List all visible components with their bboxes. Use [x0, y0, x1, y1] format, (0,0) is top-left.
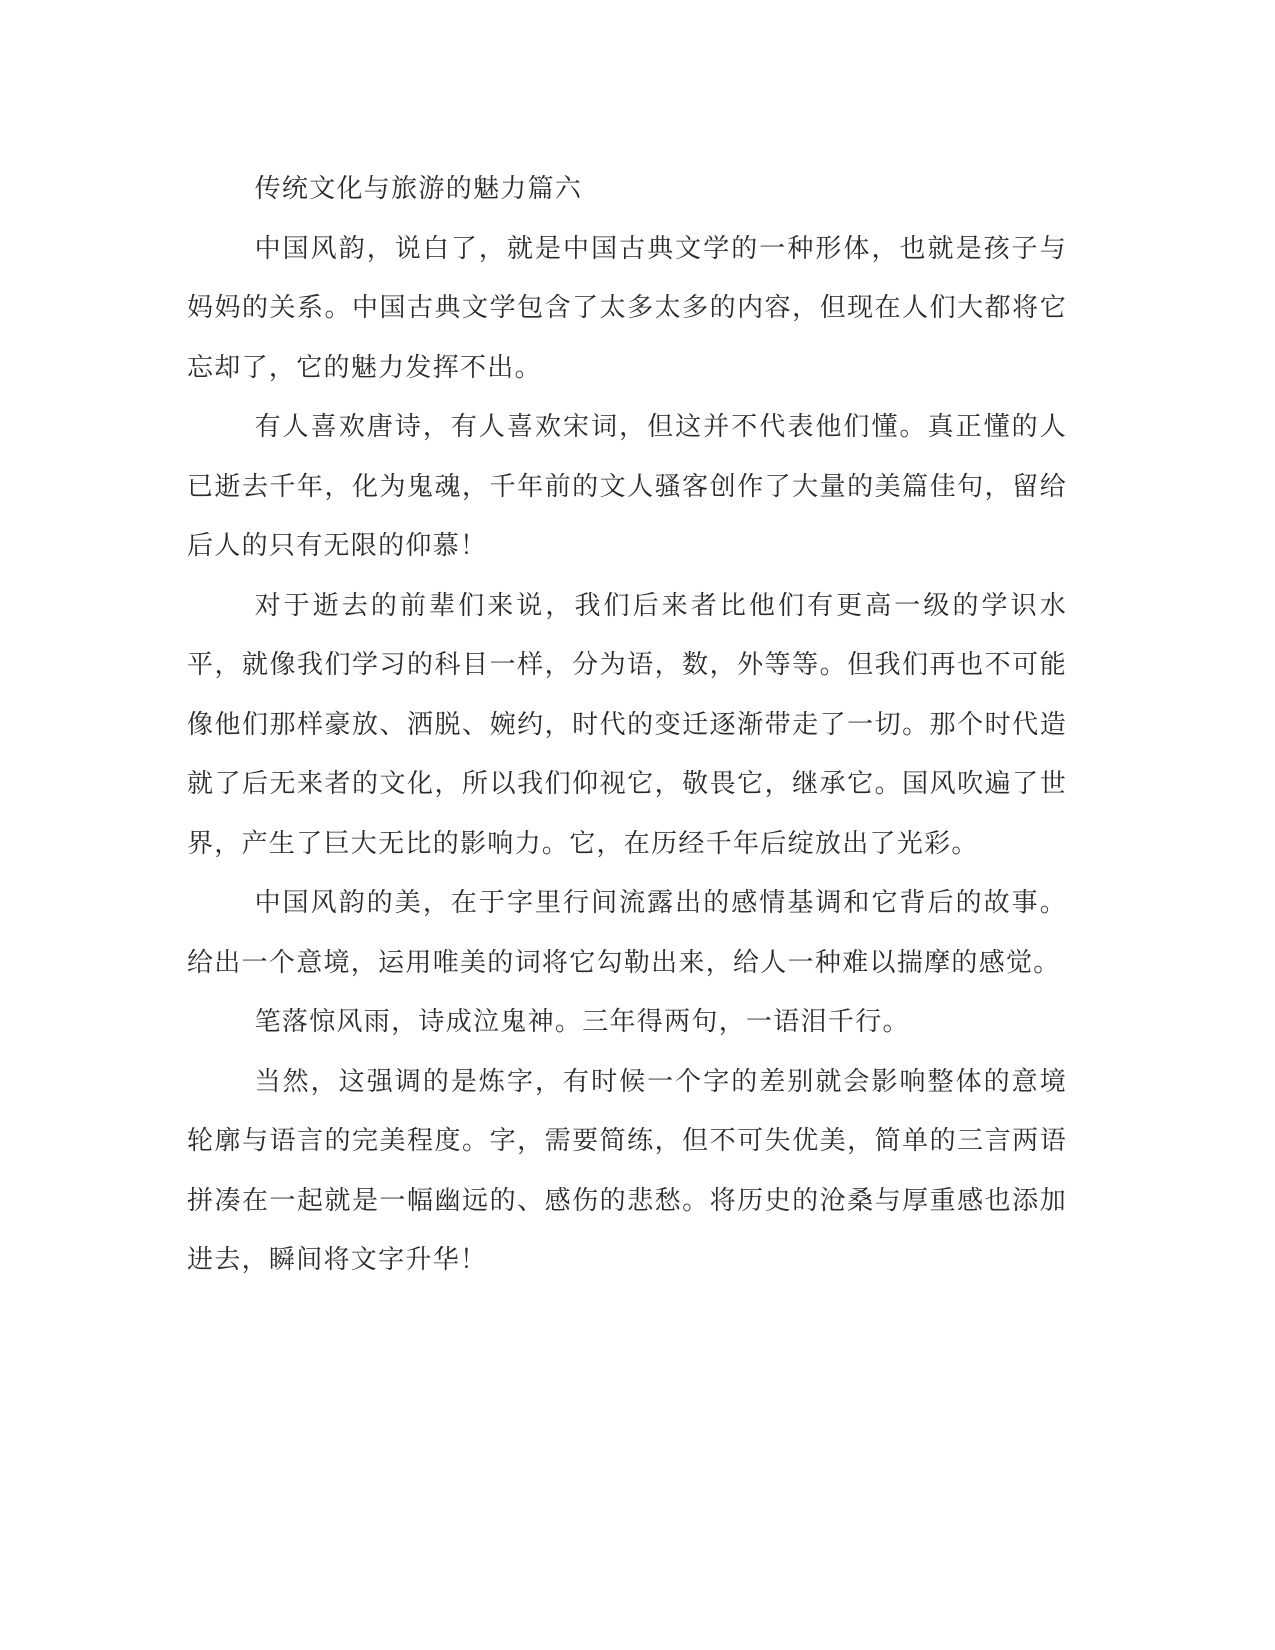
paragraph-1: 中国风韵，说白了，就是中国古典文学的一种形体，也就是孩子与妈妈的关系。中国古典文学包含了太多太多的内容，但现在人们大都将它忘却了，它的魅力发挥不出。: [187, 233, 1067, 383]
paragraph-3: 对于逝去的前辈们来说，我们后来者比他们有更高一级的学识水平，就像我们学习的科目一样，分为语，数，外等等。但我们再也不可能像他们那样豪放、洒脱、婉约，时代的变迁逐渐带走了一切。那个时代造就了后无来者的文化，所以我们仰视它，敬畏它，继承它。国风吹遍了世界，产生了巨大无比的影响力。它，在历经千年后绽放出了光彩。: [187, 590, 1067, 859]
paragraph-6: 当然，这强调的是炼字，有时候一个字的差别就会影响整体的意境轮廓与语言的完美程度。字，需要简练，但不可失优美，简单的三言两语拼凑在一起就是一幅幽远的、感伤的悲愁。将历史的沧桑与厚重感也添加进去，瞬间将文字升华！: [187, 1066, 1067, 1275]
paragraph-5: 笔落惊风雨，诗成泣鬼神。三年得两句，一语泪千行。: [254, 1007, 910, 1037]
document-title: 传统文化与旅游的魅力篇六: [254, 174, 583, 204]
document-body: [187, 160, 1067, 1291]
paragraph-4: 中国风韵的美，在于字里行间流露出的感情基调和它背后的故事。给出一个意境，运用唯美的词将它勾勒出来，给人一种难以揣摩的感觉。: [187, 888, 1067, 978]
paragraph-2: 有人喜欢唐诗，有人喜欢宋词，但这并不代表他们懂。真正懂的人已逝去千年，化为鬼魂，千年前的文人骚客创作了大量的美篇佳句，留给后人的只有无限的仰慕！: [187, 412, 1067, 561]
